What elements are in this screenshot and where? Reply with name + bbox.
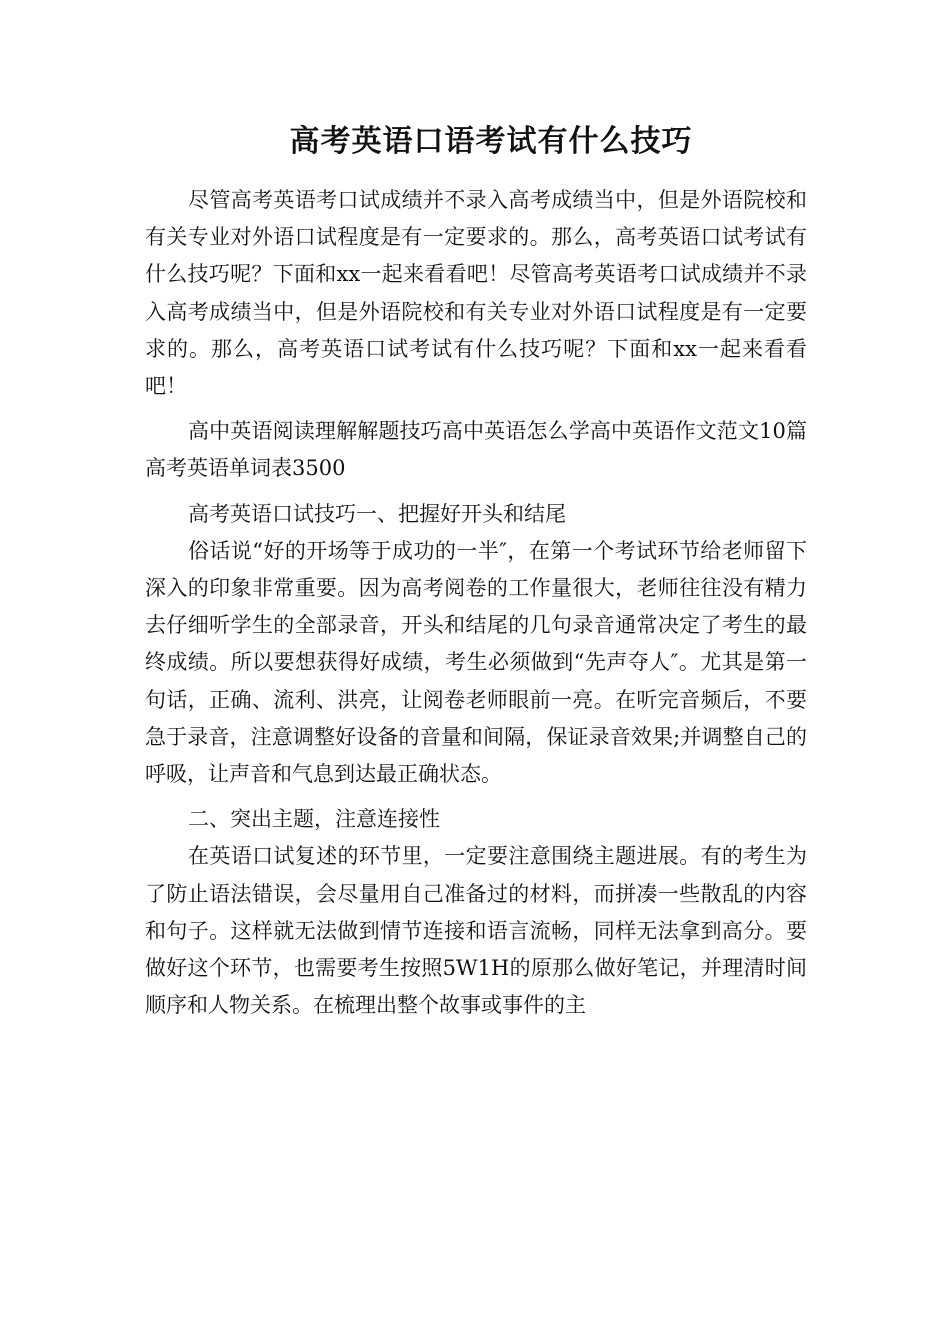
paragraph-theme-continuity: 在英语口试复述的环节里，一定要注意围绕主题进展。有的考生为了防止语法错误，会尽量用自己准备过的材料，而拼凑一些散乱的内容和句子。这样就无法做到情节连接和语言流畅，同样无法拿到高分。要做好这个环节，也需要考生按照5W1H的原那么做好笔记，并理清时间顺序和人物关系。在梳理出整个故事或事件的主	[145, 844, 807, 1018]
paragraph-opening-ending: 俗话说“好的开场等于成功的一半″，在第一个考试环节给老师留下深入的印象非常重要。因为高考阅卷的工作量很大，老师往往没有精力去仔细听学生的全部录音，开头和结尾的几句录音通常决定了考生的最终成绩。所以要想获得好成绩，考生必须做到“先声夺人″。尤其是第一句话，正确、流利、洪亮，让阅卷老师眼前一亮。在听完音频后，不要急于录音，注意调整好设备的音量和间隔，保证录音效果;并调整自己的呼吸，让声音和气息到达最正确状态。	[145, 538, 807, 787]
paragraph-intro: 尽管高考英语考口试成绩并不录入高考成绩当中，但是外语院校和有关专业对外语口试程度是有一定要求的。那么，高考英语口试考试有什么技巧呢？下面和xx一起来看看吧！尽管高考英语考口试成绩并不录入高考成绩当中，但是外语院校和有关专业对外语口试程度是有一定要求的。那么，高考英语口试考试有什么技巧呢？下面和xx一起来看看吧！	[145, 188, 807, 399]
section-heading-2: 二、突出主题，注意连接性	[188, 807, 440, 832]
document-page	[145, 0, 807, 1024]
document-title: 高考英语口语考试有什么技巧	[289, 124, 693, 159]
section-heading-1: 高考英语口试技巧一、把握好开头和结尾	[188, 501, 566, 526]
paragraph-related-links: 高中英语阅读理解解题技巧高中英语怎么学高中英语作文范文10篇高考英语单词表3500	[145, 419, 807, 481]
